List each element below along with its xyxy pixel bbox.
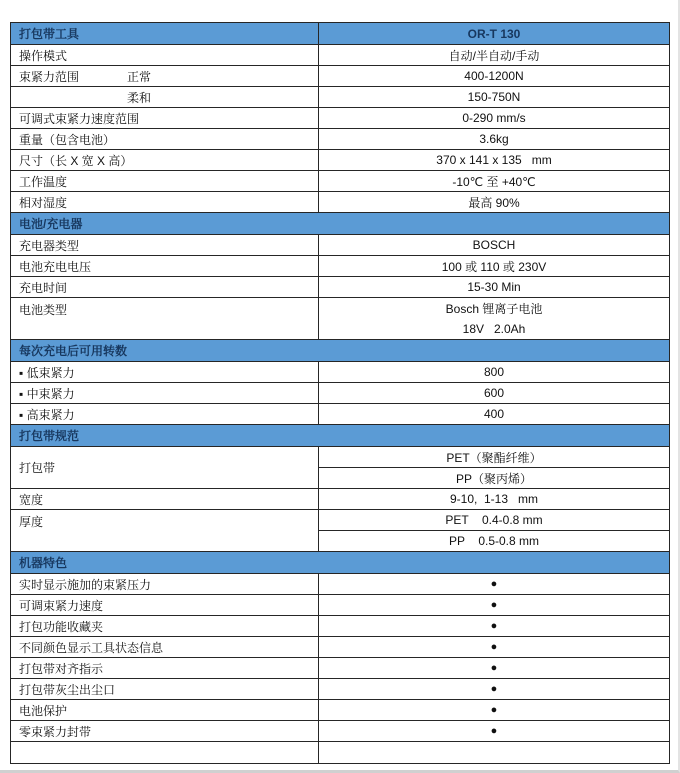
feature-dot-icon: ● (490, 641, 498, 653)
row-label: 束紧力范围 (19, 69, 80, 84)
row-label-cell (11, 298, 319, 339)
row-label-cell (11, 277, 319, 297)
row-value: PET 0.4-0.8 mm (319, 510, 669, 531)
row-label: 工作温度 (19, 174, 68, 189)
spec-row-multiline (11, 510, 669, 552)
row-label-cell (11, 489, 319, 509)
feature-dot-icon: ● (490, 725, 498, 737)
row-label: 重量（包含电池） (19, 132, 116, 147)
row-label-cell (11, 595, 319, 615)
row-label: ▪ 高束紧力 (19, 407, 75, 422)
row-label: 充电时间 (19, 280, 68, 295)
row-label: 相对湿度 (19, 195, 68, 210)
product-type-header: 打包带工具 (11, 23, 319, 44)
model-header: OR-T 130 (319, 23, 669, 44)
feature-dot-icon: ● (490, 662, 498, 674)
row-label: 尺寸（长 X 宽 X 高） (19, 153, 133, 168)
row-label: ▪ 低束紧力 (19, 365, 75, 380)
spec-row (11, 362, 669, 383)
row-label-cell (11, 447, 319, 488)
section-title: 电池/充电器 (19, 217, 83, 231)
spec-row (11, 595, 669, 616)
spec-row (11, 150, 669, 171)
row-label-cell (11, 108, 319, 128)
section-title: 每次充电后可用转数 (19, 344, 128, 358)
row-label-cell (11, 66, 319, 86)
row-label: 电池类型 (19, 303, 68, 317)
row-label: 可调式束紧力速度范围 (19, 111, 140, 126)
row-label: 可调束紧力速度 (19, 598, 104, 613)
feature-dot-icon: ● (490, 599, 498, 611)
spec-row (11, 383, 669, 404)
spec-row (11, 108, 669, 129)
row-label-cell (11, 87, 319, 107)
table-header-row (11, 23, 669, 45)
row-value: 800 (483, 365, 505, 379)
row-label-cell (11, 721, 319, 741)
spec-row (11, 66, 669, 87)
feature-dot-icon: ● (490, 704, 498, 716)
spec-row (11, 679, 669, 700)
row-value: 600 (483, 386, 505, 400)
row-label: 操作模式 (19, 48, 68, 63)
row-values (319, 510, 669, 551)
feature-dot-icon: ● (490, 578, 498, 590)
section-header-row (11, 213, 669, 235)
row-label: 打包带 (19, 461, 56, 475)
row-value: 15-30 Min (467, 280, 521, 294)
empty-cell (11, 742, 319, 763)
row-label-cell (11, 700, 319, 720)
row-label-cell (11, 256, 319, 276)
row-label-cell (11, 45, 319, 65)
row-label-cell (11, 129, 319, 149)
row-value: 0-290 mm/s (462, 111, 526, 125)
row-label-cell (11, 192, 319, 212)
row-label-cell (11, 510, 319, 551)
section-header-row (11, 425, 669, 447)
row-value: 9-10, 1-13 mm (449, 492, 539, 506)
spec-table (10, 22, 670, 764)
empty-cell (319, 742, 669, 763)
spec-row-multiline (11, 298, 669, 340)
row-value: 150-750N (467, 90, 521, 104)
row-label-cell (11, 679, 319, 699)
row-label: 厚度 (19, 515, 44, 529)
row-label: 电池保护 (19, 703, 68, 718)
row-value: 400-1200N (464, 69, 524, 83)
section-header-row (11, 552, 669, 574)
row-value: 3.6kg (479, 132, 509, 146)
row-value: 自动/半自动/手动 (448, 48, 540, 63)
row-value: PET（聚酯纤维） (319, 447, 669, 468)
feature-dot-icon: ● (490, 620, 498, 632)
row-sublabel: 柔和 (127, 90, 152, 105)
row-values (319, 447, 669, 488)
row-label: 打包带对齐指示 (19, 661, 104, 676)
empty-row (11, 742, 669, 763)
row-label: 宽度 (19, 492, 44, 507)
spec-row (11, 700, 669, 721)
row-value: Bosch 锂离子电池 (445, 301, 543, 316)
row-label: 电池充电电压 (19, 259, 92, 274)
row-label: 实时显示施加的束紧压力 (19, 577, 152, 592)
feature-dot-icon: ● (490, 683, 498, 695)
row-label-cell (11, 383, 319, 403)
row-value: 400 (483, 407, 505, 421)
row-label-cell (11, 574, 319, 594)
row-label-cell (11, 616, 319, 636)
spec-row (11, 87, 669, 108)
row-label-cell (11, 171, 319, 191)
row-label: 打包带灰尘出尘口 (19, 682, 116, 697)
spec-row (11, 574, 669, 595)
spec-row (11, 616, 669, 637)
row-value: -10℃ 至 +40℃ (452, 174, 536, 189)
row-value: 100 或 110 或 230V (441, 259, 547, 274)
section-header-row (11, 340, 669, 362)
section-title: 机器特色 (19, 556, 68, 570)
row-label-cell (11, 362, 319, 382)
spec-row (11, 192, 669, 213)
spec-row (11, 637, 669, 658)
row-label: 打包功能收藏夹 (19, 619, 104, 634)
row-value: PP 0.5-0.8 mm (448, 534, 540, 548)
row-label-cell (11, 658, 319, 678)
row-label-cell (11, 235, 319, 255)
row-label: 不同颜色显示工具状态信息 (19, 640, 164, 655)
row-label: ▪ 中束紧力 (19, 386, 75, 401)
spec-row (11, 404, 669, 425)
row-values (319, 298, 669, 339)
row-sublabel: 正常 (127, 69, 152, 84)
row-label-cell (11, 637, 319, 657)
spec-row (11, 658, 669, 679)
row-value: BOSCH (472, 238, 516, 252)
spec-row-multiline (11, 447, 669, 489)
spec-row (11, 489, 669, 510)
spec-row (11, 45, 669, 66)
spec-row (11, 256, 669, 277)
row-value: PP（聚丙烯） (455, 471, 532, 486)
spec-row (11, 235, 669, 256)
row-value: 370 x 141 x 135 mm (436, 153, 552, 167)
row-label-cell (11, 150, 319, 170)
row-value: 最高 90% (468, 195, 520, 210)
spec-row (11, 129, 669, 150)
row-label: 充电器类型 (19, 238, 80, 253)
row-label: 零束紧力封带 (19, 724, 92, 739)
spec-row (11, 721, 669, 742)
row-label-cell (11, 404, 319, 424)
section-title: 打包带规范 (19, 429, 80, 443)
spec-row (11, 171, 669, 192)
row-value: 18V 2.0Ah (462, 321, 526, 336)
spec-row (11, 277, 669, 298)
